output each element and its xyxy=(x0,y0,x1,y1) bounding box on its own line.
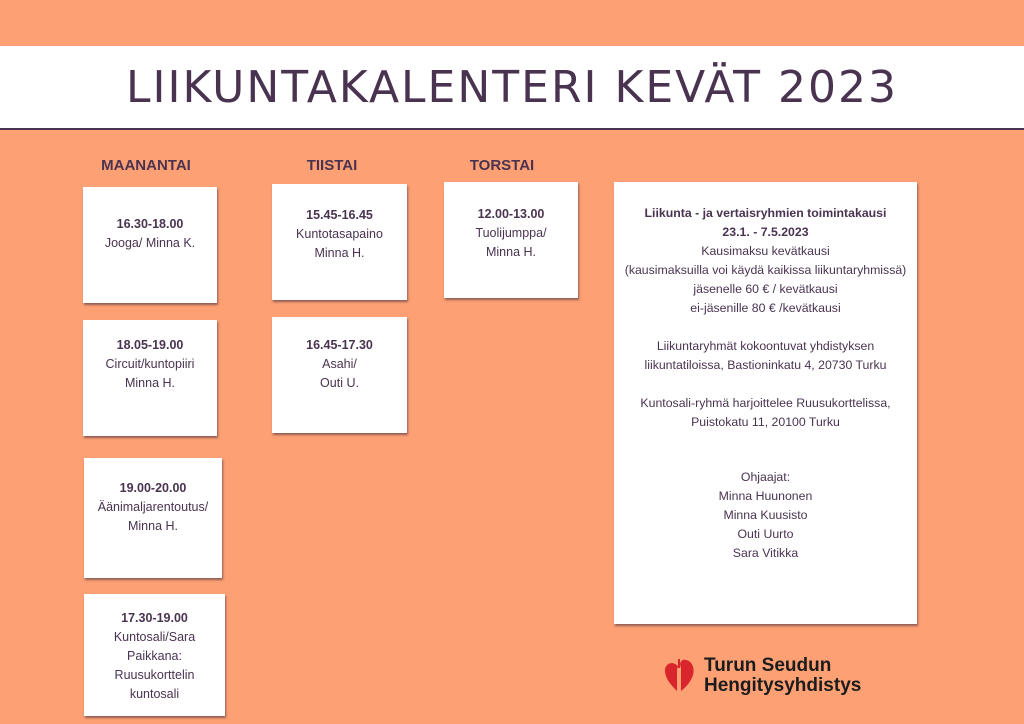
info-period: 23.1. - 7.5.2023 xyxy=(722,225,809,239)
class-card-thursday-1 xyxy=(444,182,578,298)
instructor-name: Outi Uurto xyxy=(737,527,794,541)
gym-line: Puistokatu 11, 20100 Turku xyxy=(691,415,840,429)
class-desc: Jooga/ Minna K. xyxy=(104,236,196,250)
class-time: 18.05-19.00 xyxy=(116,338,184,352)
instructor-name: Minna Kuusisto xyxy=(723,508,808,522)
instructors-label: Ohjaajat: xyxy=(740,470,791,484)
day-monday: MAANANTAI xyxy=(101,157,191,174)
day-thursday: TORSTAI xyxy=(469,157,535,174)
class-desc: Äänimaljarentoutus/ xyxy=(97,500,209,514)
lungs-heart-icon xyxy=(662,658,696,694)
info-panel xyxy=(614,182,917,624)
title-banner xyxy=(0,46,1024,130)
class-desc: Kuntosali/Sara xyxy=(113,630,196,644)
class-card-monday-3 xyxy=(84,458,222,578)
class-time: 15.45-16.45 xyxy=(306,208,373,222)
class-desc: Tuolijumppa/ xyxy=(475,226,547,240)
page-title: LIIKUNTAKALENTERI KEVÄT 2023 xyxy=(126,61,898,113)
class-desc: Outi U. xyxy=(320,376,359,390)
class-desc: Minna H. xyxy=(127,519,179,533)
class-time: 17.30-19.00 xyxy=(121,611,188,625)
class-card-tuesday-2 xyxy=(272,317,407,433)
instructor-name: Sara Vitikka xyxy=(732,546,799,560)
class-desc: Paikkana: xyxy=(127,649,182,663)
organization-logo xyxy=(662,656,861,696)
class-desc: Kuntotasapaino xyxy=(296,227,383,241)
gym-line: Kuntosali-ryhmä harjoittelee Ruusukorttelissa, xyxy=(640,396,891,410)
fee-line: jäsenelle 60 € / kevätkausi xyxy=(693,282,838,296)
location-line: Liikuntaryhmät kokoontuvat yhdistyksen xyxy=(656,339,875,353)
fee-line: Kausimaksu kevätkausi xyxy=(701,244,830,258)
location-line: liikuntatiloissa, Bastioninkatu 4, 20730 Turku xyxy=(644,358,887,372)
class-desc: Minna H. xyxy=(485,245,537,259)
day-tuesday: TIISTAI xyxy=(306,157,358,174)
class-desc: Minna H. xyxy=(314,246,365,260)
class-desc: Circuit/kuntopiiri xyxy=(105,357,195,371)
class-card-monday-1 xyxy=(83,187,217,303)
fee-line: ei-jäsenille 80 € /kevätkausi xyxy=(690,301,841,315)
class-card-monday-2 xyxy=(83,320,217,436)
class-time: 16.45-17.30 xyxy=(306,338,373,352)
class-card-monday-4 xyxy=(84,594,225,716)
class-desc: Asahi/ xyxy=(322,357,357,371)
class-desc: kuntosali xyxy=(129,687,180,701)
class-desc: Minna H. xyxy=(124,376,176,390)
instructor-name: Minna Huunonen xyxy=(718,489,813,503)
logo-line-1: Turun Seudun xyxy=(704,655,832,676)
logo-line-2: Hengitysyhdistys xyxy=(704,675,862,696)
class-time: 12.00-13.00 xyxy=(477,207,545,221)
fee-line: (kausimaksuilla voi käydä kaikissa liikuntaryhmissä) xyxy=(624,263,907,277)
class-time: 16.30-18.00 xyxy=(116,217,184,231)
info-heading: Liikunta - ja vertaisryhmien toimintakausi xyxy=(644,206,887,220)
class-desc: Ruusukorttelin xyxy=(114,668,195,682)
class-card-tuesday-1 xyxy=(272,184,407,300)
class-time: 19.00-20.00 xyxy=(119,481,187,495)
